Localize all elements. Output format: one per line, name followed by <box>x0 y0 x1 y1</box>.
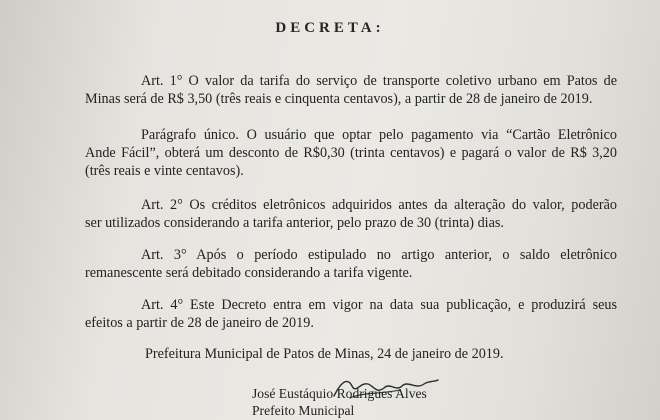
article-3-line-2: remanescente será debitado considerando a tarifa vigente. <box>85 265 413 281</box>
paragrafo-unico <box>85 126 617 180</box>
article-1-line-2: Minas será de R$ 3,50 (três reais e cinquenta centavos), a partir de 28 de janeiro de 2019. <box>85 91 593 107</box>
article-4-line-2: efeitos a partir de 28 de janeiro de 2019. <box>85 315 314 331</box>
place-and-date: Prefeitura Municipal de Patos de Minas, 24 de janeiro de 2019. <box>145 346 504 362</box>
document-heading: DECRETA: <box>275 20 385 36</box>
paragrafo-unico-line-3: (três reais e vinte centavos). <box>85 163 244 179</box>
paragrafo-unico-line-2: Ande Fácil”, obterá um desconto de R$0,30 (trinta centavos) e pagará o valor de R$ 3,20 <box>85 145 617 161</box>
paragrafo-unico-line-1: Parágrafo único. O usuário que optar pelo pagamento via “Cartão Eletrônico <box>141 127 617 143</box>
article-2-line-2: ser utilizados considerando a tarifa anterior, pelo prazo de 30 (trinta) dias. <box>85 215 504 231</box>
signatory-title: Prefeito Municipal <box>252 403 355 418</box>
article-2-line-1: Art. 2° Os créditos eletrônicos adquiridos antes da alteração do valor, poderão <box>141 197 617 213</box>
article-1 <box>85 72 617 108</box>
article-4 <box>85 296 617 332</box>
article-3-line-1: Art. 3° Após o período estipulado no artigo anterior, o saldo eletrônico <box>141 247 617 263</box>
article-3 <box>85 246 617 282</box>
article-4-line-1: Art. 4° Este Decreto entra em vigor na data sua publicação, e produzirá seus <box>141 297 617 313</box>
article-2 <box>85 196 617 232</box>
signatory-name: José Eustáquio Rodrigues Alves <box>252 386 427 401</box>
article-1-line-1: Art. 1° O valor da tarifa do serviço de transporte coletivo urbano em Patos de <box>141 73 617 89</box>
